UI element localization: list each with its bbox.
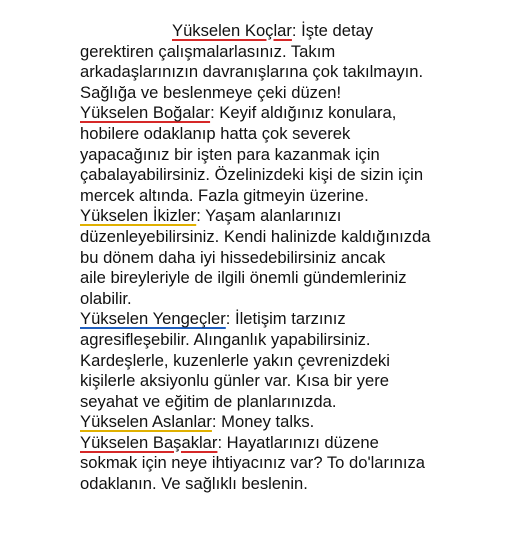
sign-heading-koclar: Yükselen Koçlar bbox=[172, 21, 292, 40]
text-line: kişilerle aksiyonlu günler var. Kısa bir yere bbox=[80, 371, 389, 391]
text-line: agresifleşebilir. Alınganlık yapabilirsiniz. bbox=[80, 329, 371, 349]
text-line: hobilere odaklanıp hatta çok severek bbox=[80, 123, 351, 143]
text-line: odaklanın. Ve sağlıklı beslenin. bbox=[80, 474, 308, 494]
text-line: sokmak için neye ihtiyacınız var? To do'larınıza bbox=[80, 453, 426, 473]
text-segment: : Yaşam alanlarınızı bbox=[196, 206, 342, 226]
sign-heading-bogalar: Yükselen Boğalar bbox=[80, 103, 211, 123]
text-line: yapacağınız bir işten para kazanmak için bbox=[80, 144, 380, 164]
text-line: düzenleyebilirsiniz. Kendi halinizde kaldığınızda bbox=[80, 226, 431, 246]
text-line bbox=[80, 21, 505, 42]
text-segment: : Keyif aldığınız konulara, bbox=[210, 103, 397, 123]
horoscope-text bbox=[80, 21, 505, 495]
text-line bbox=[80, 309, 505, 330]
text-line: arkadaşlarınızın davranışlarına çok takılmayın. bbox=[80, 62, 424, 82]
text-line: bu dönem daha iyi hissedebilirsiniz ancak bbox=[80, 247, 386, 267]
text-line: seyahat ve eğitim de planlarınızda. bbox=[80, 391, 337, 411]
text-line: çabalayabilirsiniz. Özelinizdeki kişi de sizin için bbox=[80, 165, 424, 185]
text-segment: : İşte detay bbox=[291, 21, 374, 40]
text-line: olabilir. bbox=[80, 288, 132, 308]
sign-heading-yengecler: Yükselen Yengeçler bbox=[80, 309, 226, 329]
text-line: Kardeşlerle, kuzenlerle yakın çevrenizdeki bbox=[80, 350, 390, 370]
sign-heading-ikizler: Yükselen İkizler bbox=[80, 206, 197, 226]
text-line bbox=[80, 206, 505, 227]
text-line: mercek altında. Fazla gitmeyin üzerine. bbox=[80, 185, 369, 205]
text-line: aile bireyleriyle de ilgili önemli gündemleriniz bbox=[80, 268, 407, 288]
text-line bbox=[80, 412, 505, 433]
text-segment: : Hayatlarınızı düzene bbox=[217, 432, 379, 452]
sign-heading-basaklar: Yükselen Başaklar bbox=[80, 432, 218, 452]
text-line bbox=[80, 103, 505, 124]
text-line bbox=[80, 433, 505, 454]
text-segment: : İletişim tarzınız bbox=[225, 309, 346, 329]
sign-heading-aslanlar: Yükselen Aslanlar bbox=[80, 412, 212, 432]
text-segment: : Money talks. bbox=[211, 412, 315, 432]
text-line: Sağlığa ve beslenmeye çeki düzen! bbox=[80, 82, 342, 102]
text-line: gerektiren çalışmalarlasınız. Takım bbox=[80, 41, 336, 61]
